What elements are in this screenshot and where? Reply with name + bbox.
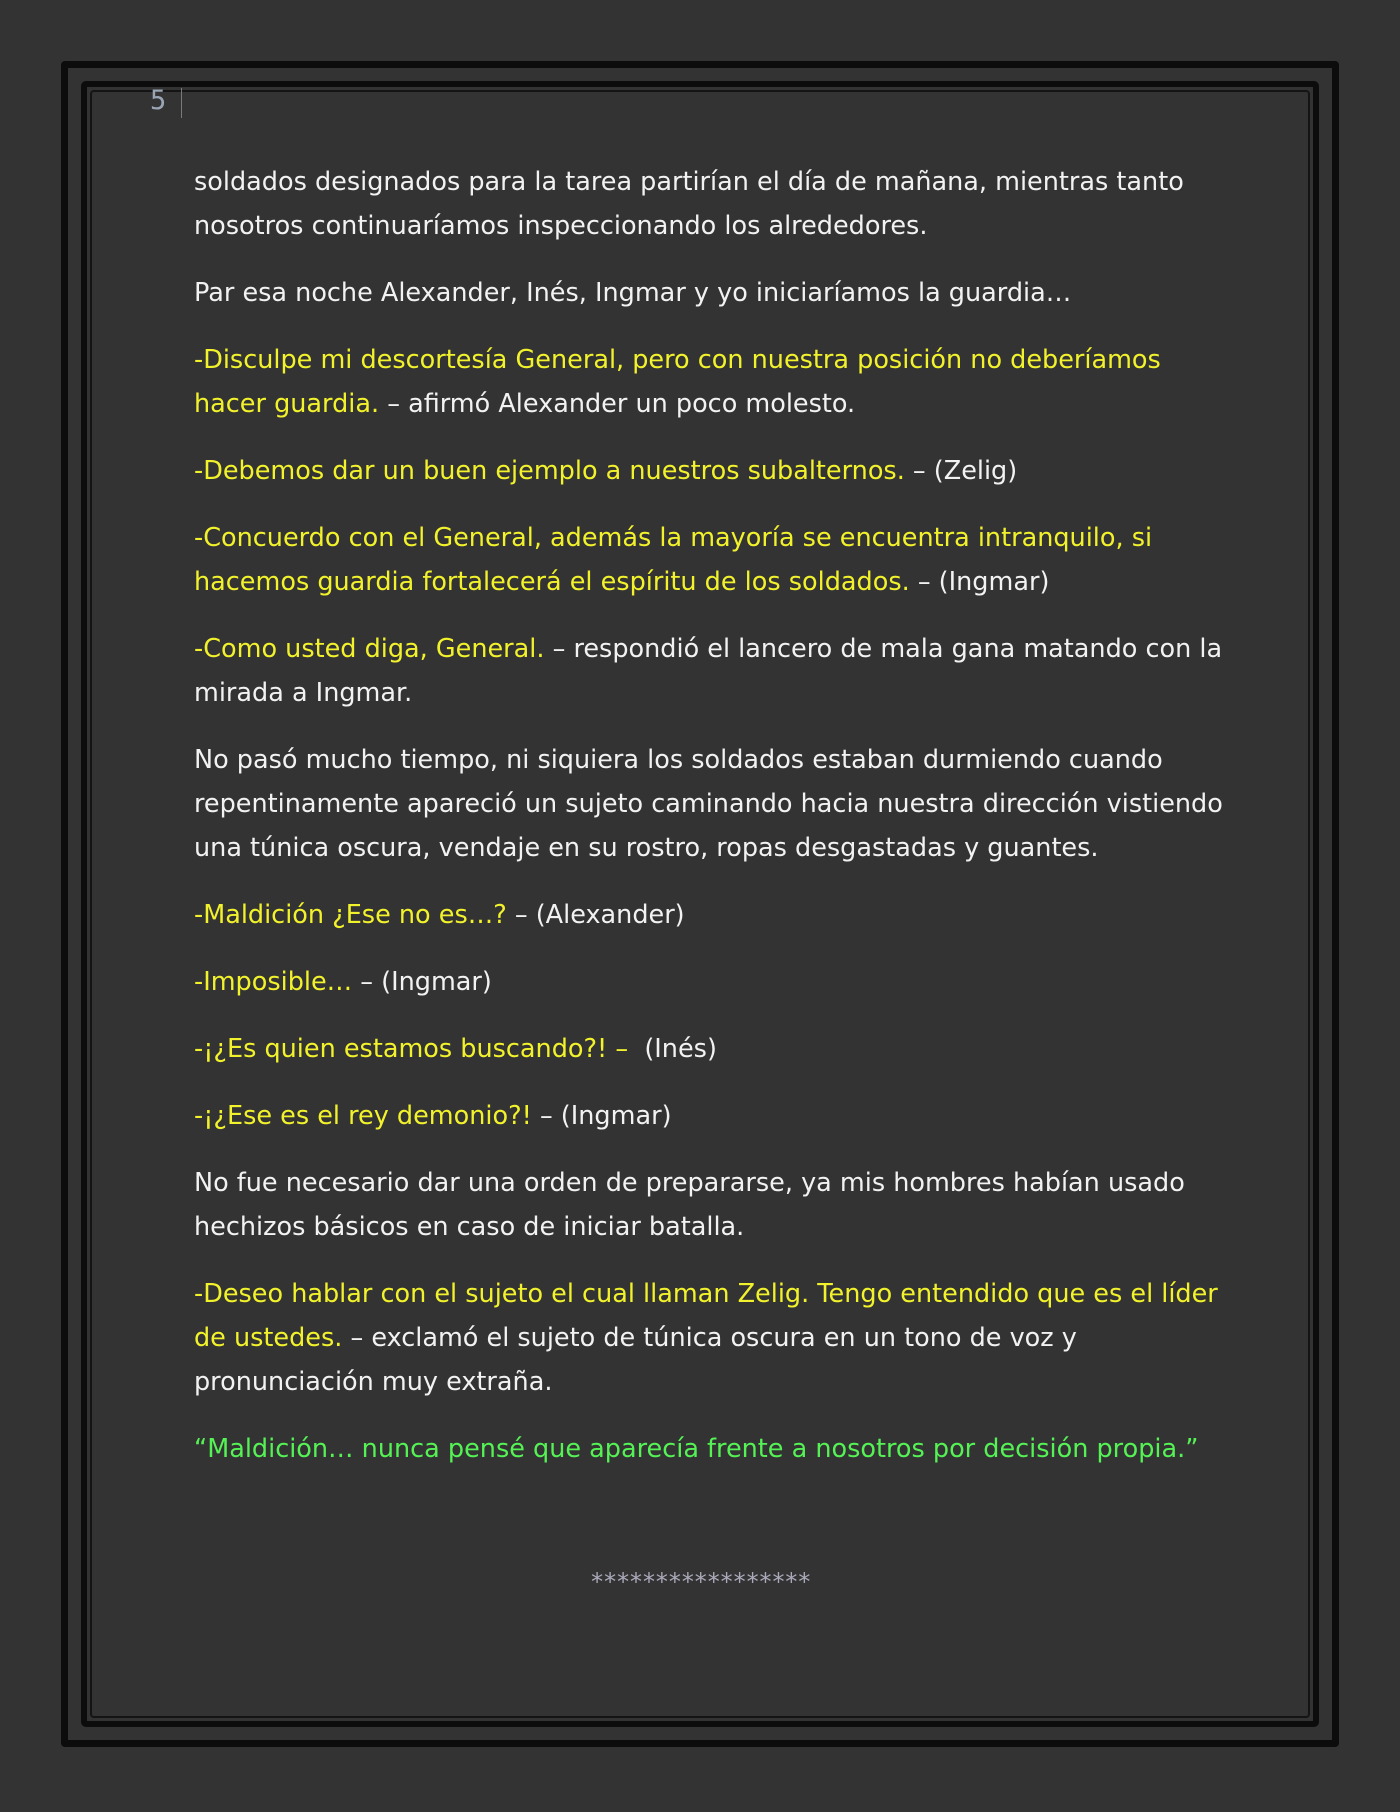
dialogue-text: -Debemos dar un buen ejemplo a nuestros subalternos. (194, 456, 905, 486)
paragraph (194, 271, 1224, 315)
paragraph (194, 449, 1224, 493)
paragraph (194, 160, 1224, 248)
narration-text: No fue necesario dar una orden de prepararse, ya mis hombres habían usado hechizos básicos en caso de iniciar batalla. (194, 1168, 1193, 1242)
paragraph (194, 1027, 1224, 1071)
paragraph (194, 516, 1224, 604)
dialogue-text: -Imposible… (194, 967, 353, 997)
paragraph (194, 1094, 1224, 1138)
narration-text: No pasó mucho tiempo, ni siquiera los soldados estaban durmiendo cuando repentinamente apareció un sujeto caminando hacia nuestra dirección vistiendo una túnica oscura, vendaje en su rostro, ropas desgastadas y guantes. (194, 745, 1231, 863)
narration-text: – exclamó el sujeto de túnica oscura en un tono de voz y pronunciación muy extraña. (194, 1323, 1085, 1397)
dialogue-text: -Maldición ¿Ese no es…? (194, 900, 507, 930)
narration-text: – (Alexander) (506, 900, 685, 930)
story-text (194, 160, 1231, 1494)
thought-text: “Maldición… nunca pensé que aparecía frente a nosotros por decisión propia.” (194, 1434, 1199, 1464)
paragraph (194, 738, 1231, 870)
paragraph (194, 1161, 1224, 1249)
narration-text: – respondió el lancero de mala gana matando con la mirada a Ingmar. (194, 634, 1231, 708)
narration-text: – (Ingmar) (531, 1101, 672, 1131)
paragraph (194, 960, 1224, 1004)
page-number: 5 (150, 85, 167, 116)
narration-text: (Inés) (636, 1034, 717, 1064)
section-separator: ***************** (589, 1568, 811, 1596)
narration-text: soldados designados para la tarea partirían el día de mañana, mientras tanto nosotros continuaríamos inspeccionando los alrededores. (194, 167, 1192, 241)
paragraph (194, 338, 1224, 426)
dialogue-text: -Deseo hablar con el sujeto el cual llaman Zelig. Tengo entendido que es el líder de ustedes. (194, 1279, 1226, 1353)
dialogue-text: -¡¿Ese es el rey demonio?! (194, 1101, 532, 1131)
paragraph (194, 1427, 1224, 1471)
dialogue-text: -Como usted diga, General. (194, 634, 545, 664)
dialogue-text: -Disculpe mi descortesía General, pero con nuestra posición no deberíamos hacer guardia. (194, 345, 1169, 419)
dialogue-text: -¡¿Es quien estamos buscando?! – (194, 1034, 637, 1064)
narration-text: – (Ingmar) (909, 567, 1050, 597)
narration-text: – (Zelig) (904, 456, 1018, 486)
dialogue-text: -Concuerdo con el General, además la mayoría se encuentra intranquilo, si hacemos guardia fortalecerá el espíritu de los soldados. (194, 523, 1161, 597)
narration-text: – (Ingmar) (352, 967, 492, 997)
narration-text: Par esa noche Alexander, Inés, Ingmar y yo iniciaríamos la guardia… (194, 278, 1072, 308)
narration-text: – afirmó Alexander un poco molesto. (379, 389, 856, 419)
paragraph (194, 1272, 1224, 1404)
paragraph (194, 893, 1224, 937)
paragraph (194, 627, 1231, 715)
page-number-divider (181, 88, 182, 118)
